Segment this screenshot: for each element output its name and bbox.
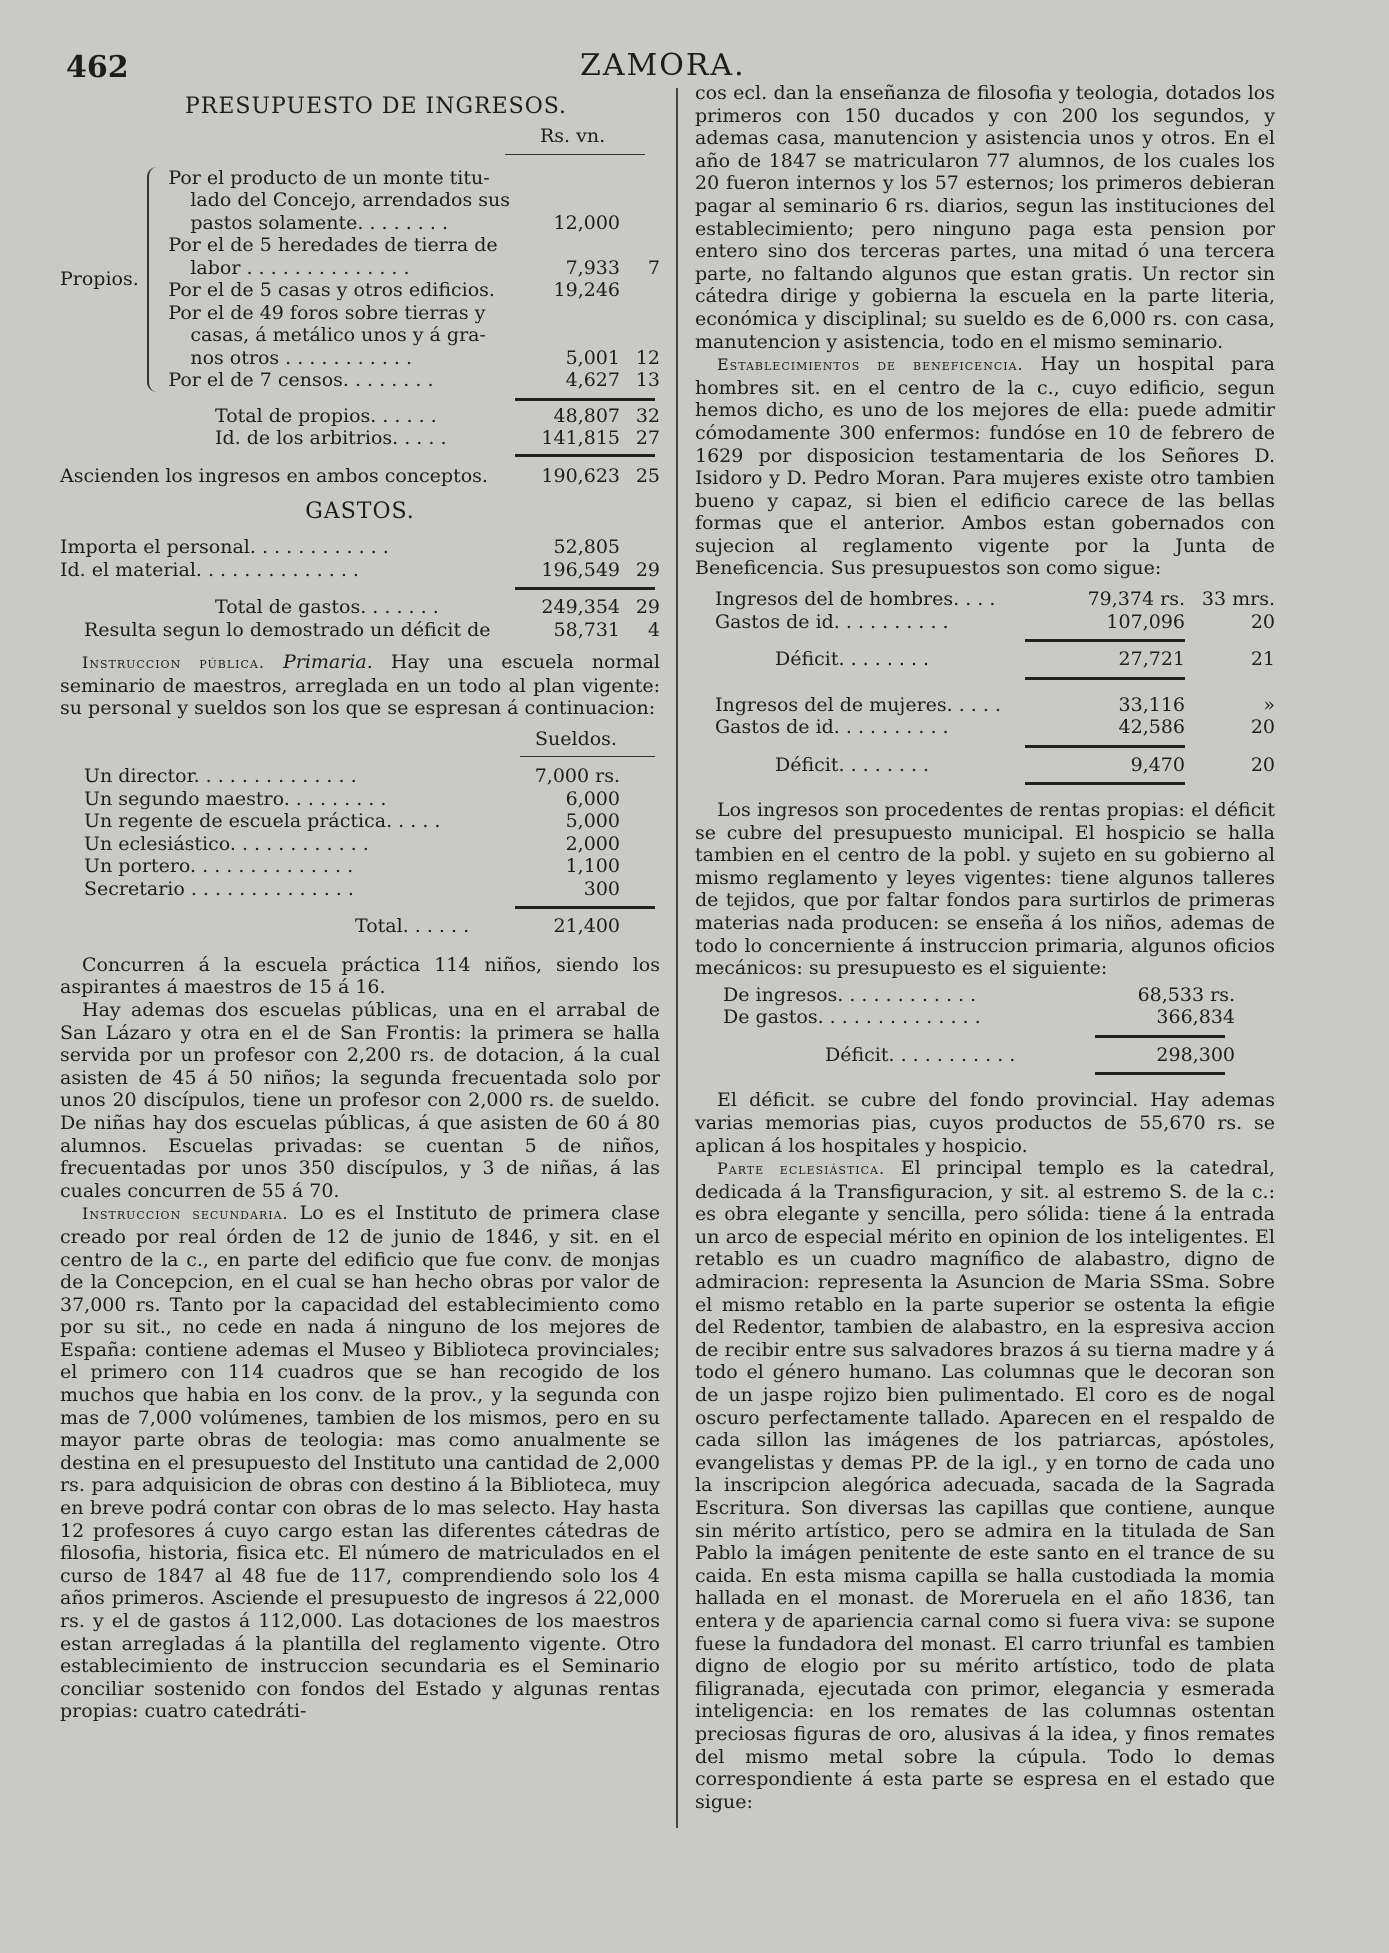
sueldos-list [60, 765, 660, 900]
propios-entry-line: lado del Concejo, arrendados sus [190, 189, 510, 211]
table-row: Un eclesiástico. . . . . . . . . . . . 2,000 [84, 832, 620, 855]
deficit-hospicio-row: Déficit. . . . . . . . . . . 298,300 [825, 1043, 1235, 1066]
propios-entry-line: nos otros . . . . . . . . . . . 5,001 12 [190, 346, 660, 369]
table-row: De ingresos. . . . . . . . . . . . 68,533 rs. [723, 983, 1235, 1006]
table-row: Un portero. . . . . . . . . . . . . . 1,100 [84, 855, 620, 878]
propios-label: Propios. [60, 268, 139, 290]
table-row: De gastos. . . . . . . . . . . . . . 366,834 [723, 1006, 1235, 1029]
ascienden-row: Ascienden los ingresos en ambos conceptos. 190,623 25 [60, 464, 660, 487]
propios-entry-line: pastos solamente. . . . . . . . 12,000 [190, 211, 620, 234]
right-paragraphs: cos ecl. dan la enseñanza de filosofia y teologia, dotados los primeros con 150 ducados y con 200 los segundos, y ademas casa, manutencion y asistencia unos y otros. En el año de 1847 se matricularon 77 alumnos, de los cuales los 20 fueron internos y los 57 esternos; los primeros debieran pagar al seminario 6 rs. diarios, segun las instituciones del establecimiento; pero ninguno paga esta pension por entero sino dos terceras partes, una mitad ó una tercera parte, no faltando algunos que estan gratis. Un rector sin cátedra dirige y gobierna la escuela en la parte literia, económica y disciplinal; su sueldo es de 6,000 rs. con casa, manutencion y asistencia, todo en el mismo seminario. Establecimientos de beneficencia. Hay un hospital para hombres sit. en el centro de la c., cuyo edificio, segun hemos dicho, es uno de los mejores de ella: puede admitir cómodamente 300 enfermos: fundóse en 10 de febrero de 1629 por disposicion testamentaria de los Señores D. Isidoro y D. Pedro Moran. Para mujeres existe otro tambien bueno y capaz, si bien el edificio carece de las bellas formas que el anterior. Ambos estan gobernados con sujecion al reglamento vigente por la Junta de Beneficencia. Sus presupuestos son como sigue: [695, 82, 1275, 580]
table-row: Un segundo maestro. . . . . . . . . 6,000 [84, 787, 620, 810]
propios-entry-line: Por el de 49 foros sobre tierras y [168, 301, 486, 324]
propios-entry-line: Por el de 7 censos. . . . . . . . 4,627 13 [168, 369, 660, 391]
page-title: ZAMORA. [580, 48, 746, 83]
table-row: Gastos de id. . . . . . . . . . 107,096 20 [715, 610, 1275, 633]
beneficencia-heading: Establecimientos de beneficencia. [717, 355, 1024, 375]
deficit-hombres-row: Déficit. . . . . . . . 27,721 21 [775, 648, 1275, 671]
paragraph: cos ecl. dan la enseñanza de filosofia y teologia, dotados los primeros con 150 ducados y con 200 los segundos, y ademas casa, manutencion y asistencia unos y otros. En el año de 1847 se matricularon 77 alumnos, de los cuales los 20 fueron internos y los 57 esternos; los primeros debieran pagar al seminario 6 rs. diarios, segun las instituciones del establecimiento; pero ninguno paga esta pension por entero sino dos terceras partes, una mitad ó una tercera parte, no faltando algunos que estan gratis. Un rector sin cátedra dirige y gobierna la escuela en la parte literia, económica y disciplinal; su sueldo es de 6,000 rs. con casa, manutencion y asistencia, todo en el mismo seminario. [695, 82, 1275, 353]
paragraph: El déficit. se cubre del fondo provincial. Hay ademas varias memorias pias, cuyos productos de 55,670 rs. se aplican á los hospitales y hospicio. [695, 1089, 1275, 1157]
left-column [60, 82, 660, 1723]
hospicio-table [695, 984, 1275, 1029]
gastos-title: GASTOS. [305, 499, 415, 524]
deficit-row: Resulta segun lo demostrado un déficit de 58,731 4 [84, 618, 660, 641]
propios-entry-line: Por el de 5 heredades de tierra de [168, 234, 498, 256]
eclesiastica-heading: Parte eclesiástica. [717, 1159, 886, 1179]
primaria-label: Primaria. [282, 651, 373, 673]
table-row: Ingresos del de mujeres. . . . . 33,116 » [715, 693, 1275, 716]
brace [147, 167, 162, 392]
propios-block [60, 167, 660, 392]
total-propios-row: Total de propios. . . . . . 48,807 32 [215, 404, 660, 427]
column-divider [676, 88, 678, 1828]
propios-entry-line: casas, á metálico unos y á gra- [190, 324, 486, 346]
paragraph: Hay ademas dos escuelas públicas, una en el arrabal de San Lázaro y otra en el de San Frontis: la primera se halla servida por un profesor con 2,200 rs. de dotacion, á la cual asisten de 45 á 50 niños; la segunda frecuentada solo por unos 20 discípulos, tiene un profesor con 2,000 rs. de sueldo. De niñas hay dos escuelas públicas, á que asisten de 60 á 80 alumnos. Escuelas privadas: se cuentan 5 de niños, frecuentadas por unos 350 discípulos, y 3 de niñas, á las cuales concurren de 55 á 70. [60, 998, 660, 1202]
arbitrios-row: Id. de los arbitrios. . . . . 141,815 27 [215, 427, 660, 449]
sueldos-header: Sueldos. [535, 727, 617, 750]
page-number: 462 [66, 50, 129, 85]
rs-vn-header: Rs. vn. [540, 125, 606, 147]
paragraph: Los ingresos son procedentes de rentas propias: el déficit se cubre del presupuesto municipal. El hospicio se halla tambien en el centro de la pobl. y sujeto en su gobierno al mismo reglamento y leyes vigentes: tiene algunos talleres de tejidos, que por faltar fondos para surtirlos de primeras materias nada producen: se enseña á los niños, ademas de todo lo concerniente á instruccion primaria, algunos oficios mecánicos: su presupuesto es el siguiente: [695, 799, 1275, 980]
paragraph: Concurren á la escuela práctica 114 niños, siendo los aspirantes á maestros de 15 á 16. [60, 953, 660, 999]
total-gastos-row: Total de gastos. . . . . . . 249,354 29 [215, 596, 660, 618]
table-row: Ingresos del de hombres. . . . 79,374 rs. 33 mrs. [715, 588, 1275, 611]
presupuesto-title: PRESUPUESTO DE INGRESOS. [185, 94, 568, 119]
personal-row: Importa el personal. . . . . . . . . . . . 52,805 [60, 536, 620, 558]
sueldos-total-row: Total. . . . . . 21,400 [355, 915, 620, 938]
propios-entry-line: labor . . . . . . . . . . . . . . 7,933 7 [190, 256, 660, 279]
propios-entry-line: Por el de 5 casas y otros edificios. 19,246 [168, 279, 620, 301]
right-paragraphs-3: El déficit. se cubre del fondo provincial. Hay ademas varias memorias pias, cuyos productos de 55,670 rs. se aplican á los hospitales y hospicio. Parte eclesiástica. El principal templo es la catedral, dedicada á la Transfiguracion, y sit. al estremo S. de la c.: es obra elegante y sencilla, pero sólida: tiene á la entrada un arco de especial mérito en opinion de los inteligentes. El retablo es un cuadro magnífico de alabastro, digno de admiracion: representa la Asuncion de Maria SSma. Sobre el mismo retablo en la parte superior se ostenta la efigie del Redentor, tambien de alabastro, en la espresiva accion de recibir entre sus salvadores brazos á su tierna madre y á todo el género humano. Las columnas que le decoran son de un jaspe rojizo bien pulimentado. El coro es de nogal oscuro perfectamente tallado. Aparecen en el respaldo de cada sillon las imágenes de los patriarcas, apóstoles, evangelistas y demas PP. de la igl., y en torno de cada uno la inscripcion alegórica adecuada, sacada de la Sagrada Escritura. Son diversas las capillas que contiene, aunque sin mérito artístico, pero se admira en la titulada de San Pablo la imágen penitente de este santo en el trance de su caida. En esta misma capilla se halla custodiada la momia hallada en el monast. de Moreruela en el año 1836, tan entera y de apariencia carnal como si fuera viva: se supone fuese la fundadora del monast. El carro triunfal es tambien digno de elogio por su mérito artístico, todo de plata filigranada, ejecutada con primor, elegancia y esmerada inteligencia: en los remates de las columnas ostentan preciosas figuras de oro, alusivas á la idea, y finos remates del mismo metal sobre la cúpula. Todo lo demas correspondiente á esta parte se espresa en el estado que sigue: [695, 1089, 1276, 1813]
deficit-mujeres-row: Déficit. . . . . . . . 9,470 20 [775, 753, 1275, 776]
table-row: Un regente de escuela práctica. . . . . 5,000 [84, 810, 620, 833]
table-row: Un director. . . . . . . . . . . . . . 7,000 rs. [84, 765, 620, 788]
propios-list [168, 167, 660, 392]
right-column [695, 82, 1275, 1813]
hombres-table [695, 588, 1275, 785]
instruccion-publica: Instruccion pública. Primaria. Hay una escuela normal seminario de maestros, arreglada en un todo al plan vigente: su personal y sueldos son los que se espresan á continuacion: [60, 651, 661, 720]
right-paragraphs-2 [695, 799, 1275, 980]
instruccion-heading: Instruccion pública. [82, 653, 265, 672]
table-row: Gastos de id. . . . . . . . . . 42,586 20 [715, 716, 1275, 739]
material-row: Id. el material. . . . . . . . . . . . . . 196,549 29 [60, 558, 660, 581]
table-row: Secretario . . . . . . . . . . . . . . 300 [84, 877, 620, 900]
left-paragraphs: Concurren á la escuela práctica 114 niños, siendo los aspirantes á maestros de 15 á 16. Hay ademas dos escuelas públicas, una en el arrabal de San Lázaro y otra en el de San Frontis: la primera se halla servida por un profesor con 2,200 rs. de dotacion, á la cual asisten de 45 á 50 niños; la segunda frecuentada solo por unos 20 discípulos, tiene un profesor con 2,000 rs. de sueldo. De niñas hay dos escuelas públicas, á que asisten de 60 á 80 alumnos. Escuelas privadas: se cuentan 5 de niños, frecuentadas por unos 350 discípulos, y 3 de niñas, á las cuales concurren de 55 á 70. Instruccion secundaria. Lo es el Instituto de primera clase creado por real órden de 12 de junio de 1846, y sit. en el centro de la c., en parte del edificio que fue conv. de monjas de la Concepcion, en el cual se han hecho obras por valor de 37,000 rs. Tanto por la capacidad del establecimiento como por su sit., no cede en nada á ninguno de los mejores de España: contiene ademas el Museo y Biblioteca provinciales; el primero con 114 cuadros que se han recogido de los muchos que habia en los conv. de la prov., y la segunda con mas de 7,000 volúmenes, tambien de los mismos, pero en su mayor parte obras de teologia: mas como anualmente se destina en el presupuesto del Instituto una cantidad de 2,000 rs. para adquisicion de obras con destino á la Biblioteca, muy en breve podrá contar con obras de lo mas selecto. Hay hasta 12 profesores á cuyo cargo estan las diferentes cátedras de filosofia, historia, fisica etc. El número de matriculados en el curso de 1847 al 48 fue de 117, comprendiendo solo los 4 años primeros. Asciende el presupuesto de ingresos á 22,000 rs. y el de gastos á 112,000. Las dotaciones de los maestros estan arregladas á la plantilla del reglamento vigente. Otro establecimiento de instruccion secundaria es el Seminario conciliar sostenido con fondos del Estado y algunas rentas propias: cuatro catedráti- [60, 953, 660, 1723]
propios-entry-line: Por el producto de un monte titu- [168, 166, 490, 189]
secundaria-heading: Instruccion secundaria. [82, 1204, 289, 1224]
